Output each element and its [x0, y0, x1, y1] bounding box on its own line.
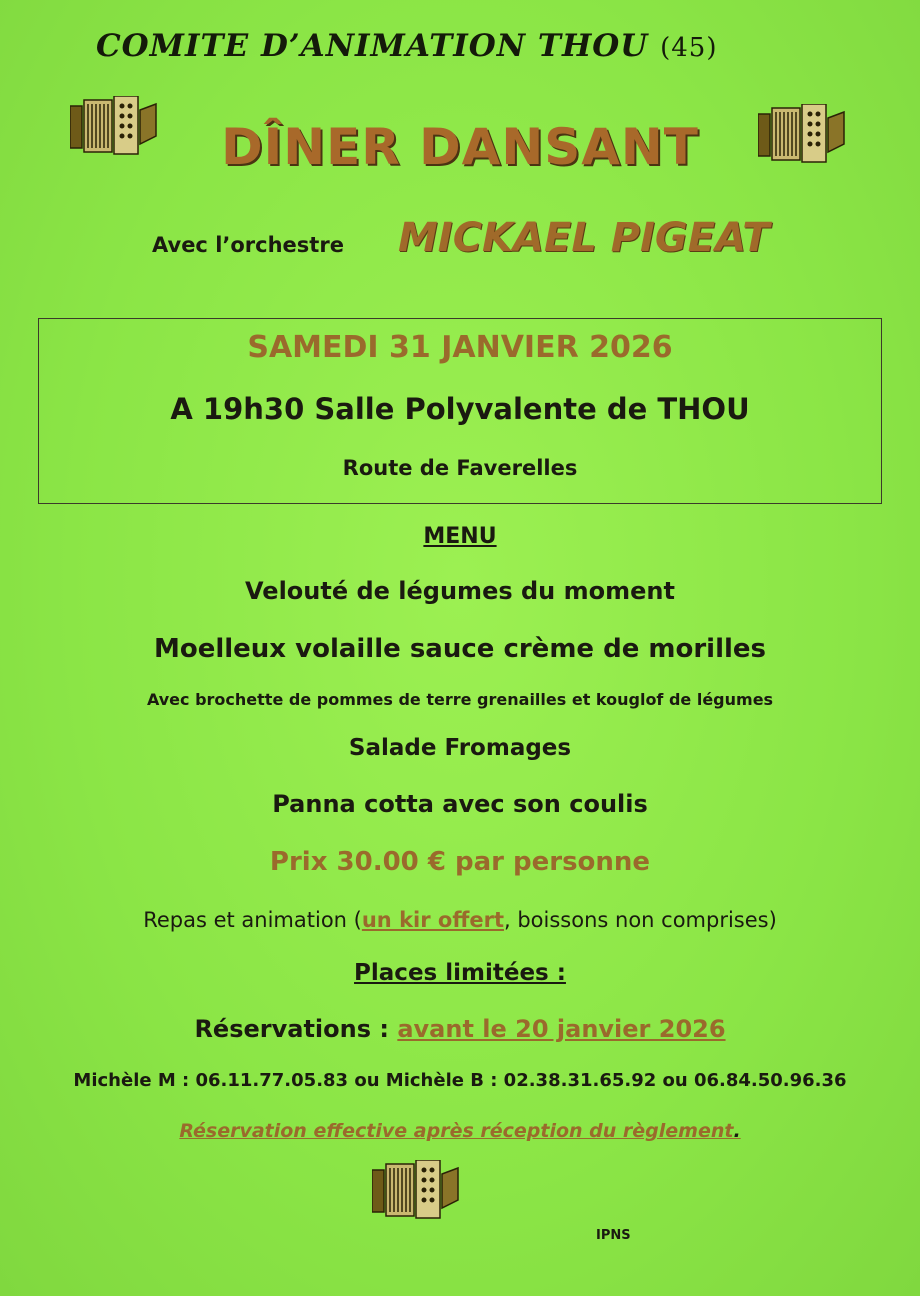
menu-item: Avec brochette de pommes de terre grenailles et kouglof de légumes [146, 690, 774, 709]
ipns-label: IPNS [596, 1228, 631, 1243]
orchestra-name: MICKAEL PIGEAT [398, 215, 770, 261]
menu-item: Salade Fromages [348, 735, 572, 761]
reservation-label: Réservations [194, 1015, 372, 1043]
reservation-effective-text: Réservation effective après réception du règlement [179, 1120, 734, 1142]
menu-title: MENU [423, 524, 497, 549]
event-time-place: A 19h30 Salle Polyvalente de THOU [170, 392, 750, 426]
reservation-effective [0, 1120, 920, 1142]
event-title: DÎNER DANSANT [221, 118, 699, 176]
reservation-effective-end: . [733, 1120, 741, 1142]
meal-note-after: , boissons non comprises) [503, 908, 777, 932]
org-name: COMITE D’ANIMATION THOU [96, 28, 649, 64]
menu-item: Panna cotta avec son coulis [272, 790, 648, 818]
reservation-deadline: avant le 20 janvier 2026 [397, 1015, 726, 1043]
reservation-line [0, 1015, 920, 1043]
event-road: Route de Faverelles [342, 456, 578, 480]
menu-item: Velouté de légumes du moment [245, 577, 675, 605]
menu-item: Moelleux volaille sauce crème de morilles [153, 634, 767, 664]
meal-note-before: Repas et animation ( [143, 908, 362, 932]
places-limited: Places limitées : [354, 960, 566, 986]
org-dept: (45) [660, 33, 718, 63]
price: Prix 30.00 € par personne [269, 847, 651, 877]
accordion-icon [372, 1160, 468, 1224]
meal-note [0, 908, 920, 932]
contact-phones: Michèle M : 06.11.77.05.83 ou Michèle B : 02.38.31.65.92 ou 06.84.50.96.36 [73, 1070, 847, 1091]
org-header [96, 28, 876, 64]
reservation-sep: : [371, 1015, 398, 1043]
meal-note-kir: un kir offert [361, 908, 504, 932]
orchestra-label: Avec l’orchestre [152, 233, 344, 257]
event-date: SAMEDI 31 JANVIER 2026 [247, 330, 673, 365]
